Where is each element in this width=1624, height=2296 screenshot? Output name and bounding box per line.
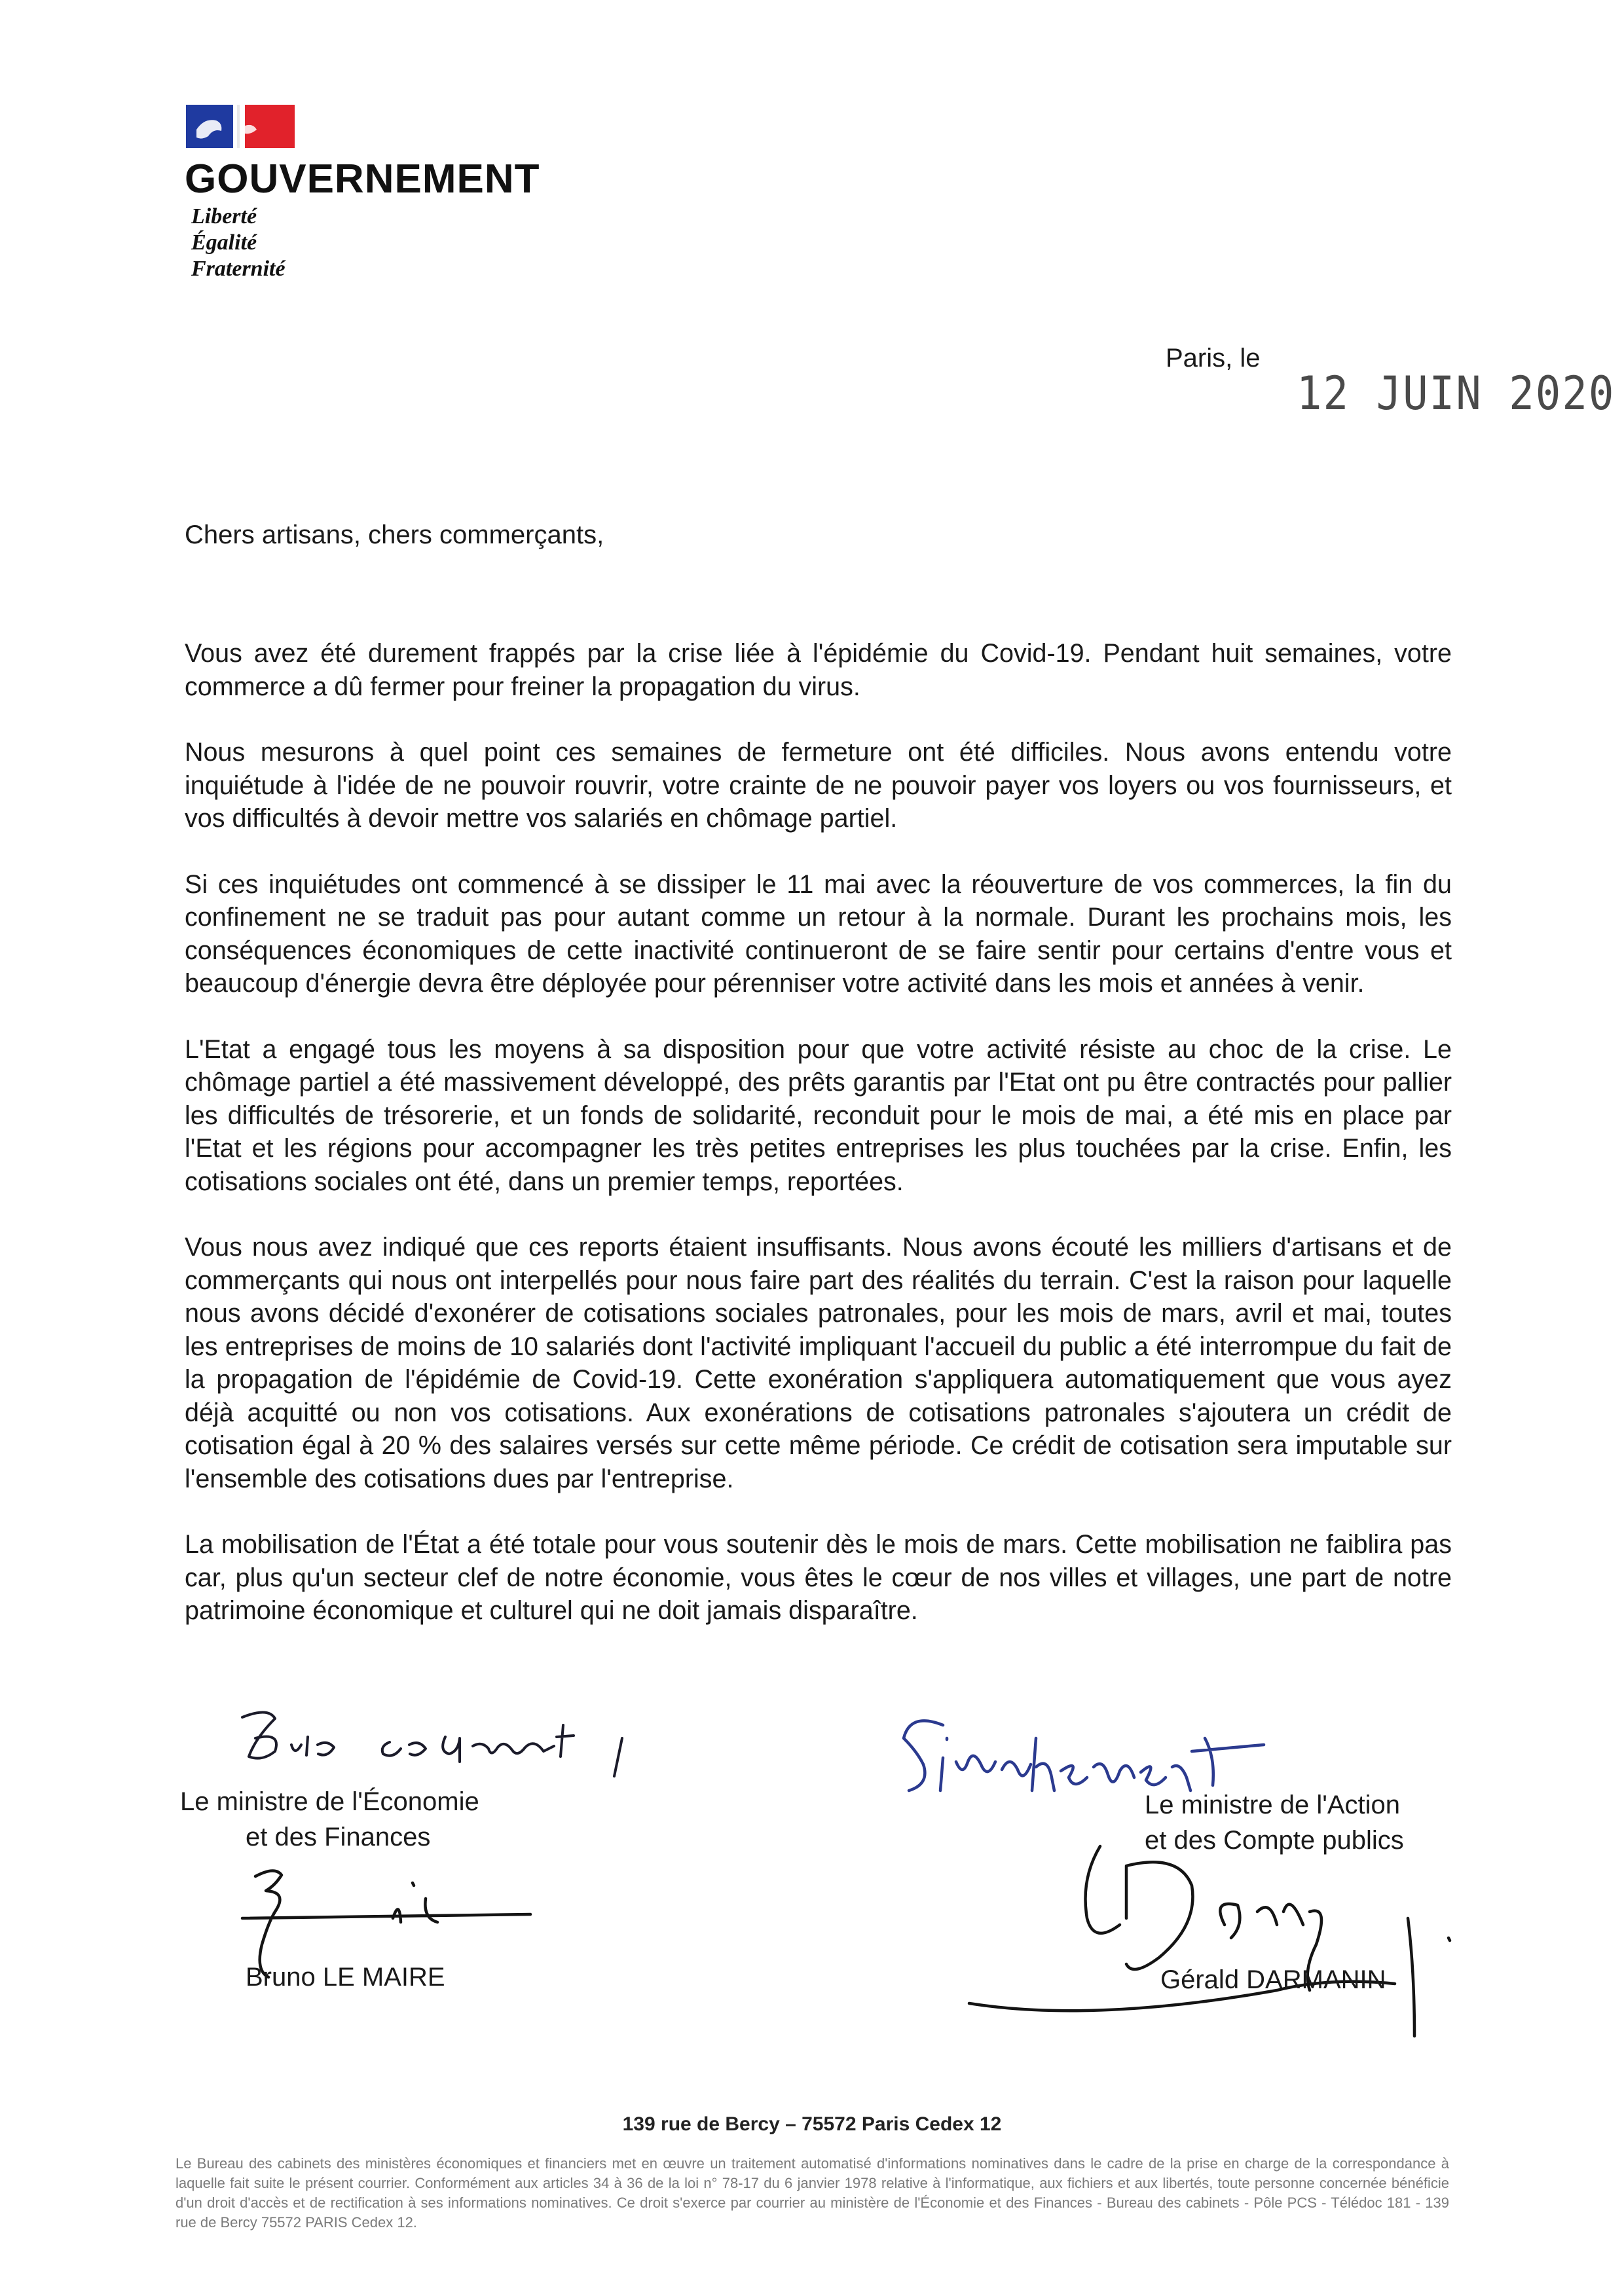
- signatory-left-name: Bruno LE MAIRE: [246, 1963, 445, 1992]
- paragraph: Si ces inquiétudes ont commencé à se dissiper le 11 mai avec la réouverture de vos commerces, la fin du confinement ne se traduit pas pour autant comme un retour à la normale. Durant les prochains mois, les conséquences économiques de cette inactivité continueront de se faire sentir pour certains d'entre vous et beaucoup d'énergie devra être déployée pour pérenniser votre activité dans les mois et années à venir.: [185, 869, 1452, 998]
- signatory-left-title-line1: Le ministre de l'Économie: [180, 1787, 479, 1816]
- government-logo: [185, 98, 604, 295]
- motto-fraternite: Fraternité: [191, 257, 286, 281]
- footer-legal-notice: Le Bureau des cabinets des ministères économiques et financiers met en œuvre un traitement automatisé d'informations nominatives dans le cadre de la prise en charge de la correspondance à laquelle fait suite le présent courrier. Conformément aux articles 34 à 36 de la loi n° 78-17 du 6 janvier 1978 relative à l'informatique, aux fichiers et aux libertés, toute personne concernée bénéficie d'un droit d'accès et de rectification à ses informations nominatives. Ce droit s'exerce par courrier au ministère de l'Économie et des Finances - Bureau des cabinets - Pôle PCS - Télédoc 181 - 139 rue de Bercy 75572 PARIS Cedex 12.: [175, 2155, 1449, 2231]
- signatory-left-title-line2: et des Finances: [246, 1823, 431, 1851]
- paragraph: Vous nous avez indiqué que ces reports étaient insuffisants. Nous avons écouté les milliers d'artisans et de commerçants qui nous ont interpellés pour nous faire part des réalités du terrain. C'est la raison pour laquelle nous avons décidé d'exonérer de cotisations sociales patronales, pour les mois de mars, avril et mai, toutes les entreprises de moins de 10 salariés dont l'activité impliquant l'accueil du public a été interrompue du fait de la propagation de l'épidémie de Covid-19. Cette exonération s'appliquera automatiquement que vous ayez déjà acquitté ou non vos cotisations. Aux exonérations de cotisations patronales s'ajoutera un crédit de cotisation égal à 20 % des salaires versés sur cette même période. Ce crédit de cotisation sera imputable sur l'ensemble des cotisations dues par l'entreprise.: [185, 1233, 1452, 1493]
- paragraph: L'Etat a engagé tous les moyens à sa disposition pour que votre activité résiste au choc de la crise. Le chômage partiel a été massivement développé, des prêts garantis par l'Etat ont pu être contractés pour pallier les difficultés de trésorerie, et un fonds de solidarité, reconduit pour le mois de mai, a été mis en place par l'Etat et les régions pour accompagner les très petites entreprises les plus touchées par la crise. Enfin, les cotisations sociales ont été, dans un premier temps, reportées.: [185, 1034, 1452, 1196]
- signature-darmanin: [963, 1827, 1460, 2049]
- paragraph: La mobilisation de l'État a été totale pour vous soutenir dès le mois de mars. Cette mobilisation ne faiblira pas car, plus qu'un secteur clef de notre économie, vous êtes le cœur de nos villes et villages, une part de notre patrimoine économique et culturel qui ne doit jamais disparaître.: [185, 1530, 1452, 1625]
- salutation: Chers artisans, chers commerçants,: [185, 520, 604, 549]
- date-prefix: Paris, le: [1166, 344, 1261, 373]
- motto-egalite: Égalité: [191, 230, 257, 255]
- letter-body: [185, 637, 1452, 1660]
- logo-wordmark: GOUVERNEMENT: [185, 156, 540, 202]
- handwritten-closing-left: [229, 1699, 648, 1784]
- date-line: [1166, 344, 1615, 421]
- marianne-flag-icon: [185, 103, 296, 149]
- date-stamp: 12 JUIN 2020: [1297, 367, 1615, 421]
- footer-address: 139 rue de Bercy – 75572 Paris Cedex 12: [622, 2113, 1002, 2135]
- paragraph: Vous avez été durement frappés par la crise liée à l'épidémie du Covid-19. Pendant huit semaines, votre commerce a dû fermer pour freiner la propagation du virus.: [185, 639, 1452, 701]
- paragraph: Nous mesurons à quel point ces semaines de fermeture ont été difficiles. Nous avons entendu votre inquiétude à l'idée de ne pouvoir rouvrir, votre crainte de ne pouvoir payer vos loyers ou vos fournisseurs, et vos difficultés à devoir mettre vos salariés en chômage partiel.: [185, 738, 1452, 833]
- signatory-right-title-line2: et des Compte publics: [1145, 1826, 1404, 1855]
- motto-liberte: Liberté: [191, 204, 257, 228]
- signatory-right-title-line1: Le ministre de l'Action: [1145, 1791, 1401, 1819]
- signatory-right-name: Gérald DARMANIN: [1160, 1965, 1386, 1994]
